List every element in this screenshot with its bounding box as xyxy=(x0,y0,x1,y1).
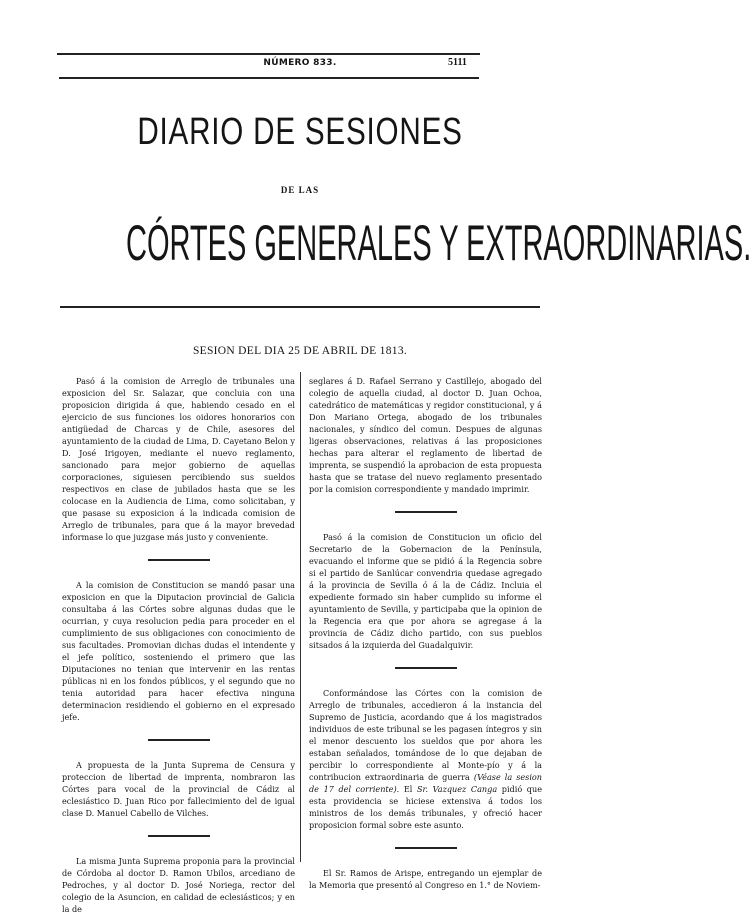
issue-number: NÚMERO 833. xyxy=(263,58,337,68)
section-separator xyxy=(395,511,457,513)
paragraph-text: Conformándose las Córtes con la comision de Arreglo de tribunales, accedieron á la instancia del Supremo de Justicia, acordando que á los magistrados individuos de este tribunal se les pagasen íntegros y sin el menor descuento los sueldos que por ahora les estaban señalados, tomándose de lo que dejaban de percibir lo correspondiente al Monte-pío y á la contribucion extraordinaria de guerra xyxy=(309,688,542,782)
section-separator xyxy=(395,847,457,849)
paragraph: El Sr. Ramos de Arispe, entregando un ejemplar de la Memoria que presentó al Congreso en 1.° de Noviem- xyxy=(309,868,542,890)
paragraph-text: pidió que esta providencia se hiciese extensiva á todos los ministros de los demás tribunales, y ofreció hacer proposicion formal sobre este asunto. xyxy=(309,784,542,830)
cross-reference: (Véase la sesion de 17 del corriente). xyxy=(309,772,542,794)
paragraph-text: El xyxy=(399,784,417,794)
section-separator xyxy=(148,739,210,741)
section-separator xyxy=(395,667,457,669)
masthead-title-line3: CÓRTES GENERALES Y EXTRAORDINARIAS. xyxy=(126,215,751,271)
paragraph: Pasó á la comision de Constitucion un oficio del Secretario de la Gobernacion de la Península, evacuando el informe que se pidió á la Regencia sobre si el partido de Sanlúcar convendria quedase agregado á la provincia de Sevilla ó á la de Cádiz. Incluia el expediente formado sin haber cumplido su informe el ayuntamiento de Sevilla, y participaba que la opinion de la Regencia era que por ahora se agregase á la provincia de Cádiz dicho partido, con sus pueblos sitsados á la izquierda del Guadalquivir. xyxy=(309,532,542,650)
right-column xyxy=(309,375,542,891)
page-number: 5111 xyxy=(448,57,467,68)
paragraph: seglares á D. Rafael Serrano y Castillejo, abogado del colegio de aquella ciudad, al doctor D. Juan Ochoa, catedrático de matemáticas y regidor constitucional, y á Don Mariano Ortega, abogado de los tribunales nacionales, y síndico del comun. Despues de algunas ligeras observaciones, relativas á las proposiciones hechas para alterar el reglamento de libertad de imprenta, se suspendió la aprobacion de esta propuesta hasta que se tratase del nuevo reglamento presentado por la comision correspondiente y mandado imprimir. xyxy=(309,376,542,494)
section-separator xyxy=(148,559,210,561)
paragraph xyxy=(309,687,542,831)
masthead-title-line2: DE LAS xyxy=(280,185,320,195)
column-divider xyxy=(300,372,301,862)
paragraph: A propuesta de la Junta Suprema de Censura y proteccion de libertad de imprenta, nombraron las Córtes para vocal de la provincial de Cádiz al eclesiástico D. Juan Rico por fallecimiento del de igual clase D. Manuel Cabello de Vilches. xyxy=(62,760,295,818)
section-separator xyxy=(148,835,210,837)
session-title: SESION DEL DIA 25 DE ABRIL DE 1813. xyxy=(192,345,408,357)
paragraph: A la comision de Constitucion se mandó pasar una exposicion en que la Diputacion provincial de Galicia consultaba á las Córtes sobre algunas dudas que le ocurrian, y cuya resolucion pedia para proceder en el cumplimiento de sus obligaciones con conocimiento de sus facultades. Promovian dichas dudas el intendente y el jefe político, sosteniendo el primero que las Diputaciones no tenian que intervenir en las rentas públicas ni en los fondos públicos, y el segundo que no tenia autoridad para hacer efectiva ninguna determinacion residiendo el gobierno en el expresado jefe. xyxy=(62,580,295,722)
left-column xyxy=(62,375,295,915)
header-bottom-rule xyxy=(59,77,479,79)
paragraph: La misma Junta Suprema proponia para la provincial de Córdoba al doctor D. Ramon Ubilos, arcediano de Pedroches, y al doctor D. José Noriega, rector del colegio de la Asuncion, en calidad de eclesiásticos; y en la de xyxy=(62,856,295,914)
header-top-rule xyxy=(57,53,480,55)
masthead-rule xyxy=(60,306,540,308)
paragraph: Pasó á la comision de Arreglo de tribunales una exposicion del Sr. Salazar, que concluia con una proposicion dirigida á que, habiendo cesado en el ejercicio de sus funciones los oidores honorarios con antigüedad de Charcas y de Chile, asesores del ayuntamiento de la ciudad de Lima, D. Cayetano Belon y D. José Irigoyen, mediante el nuevo reglamento, sancionado para mejor gobierno de aquellas corporaciones, siguiesen percibiendo sus sueldos respectivos en clase de jubilados hasta que se les colocase en la Audiencia de Lima, como solicitaban, y que pasase su exposicion á la indicada comision de Arreglo de tribunales, para que á la mayor brevedad informase lo que juzgase más justo y conveniente. xyxy=(62,376,295,542)
masthead-title-line1: DIARIO DE SESIONES xyxy=(137,111,463,153)
speaker-name: Sr. Vazquez Canga xyxy=(416,784,498,794)
